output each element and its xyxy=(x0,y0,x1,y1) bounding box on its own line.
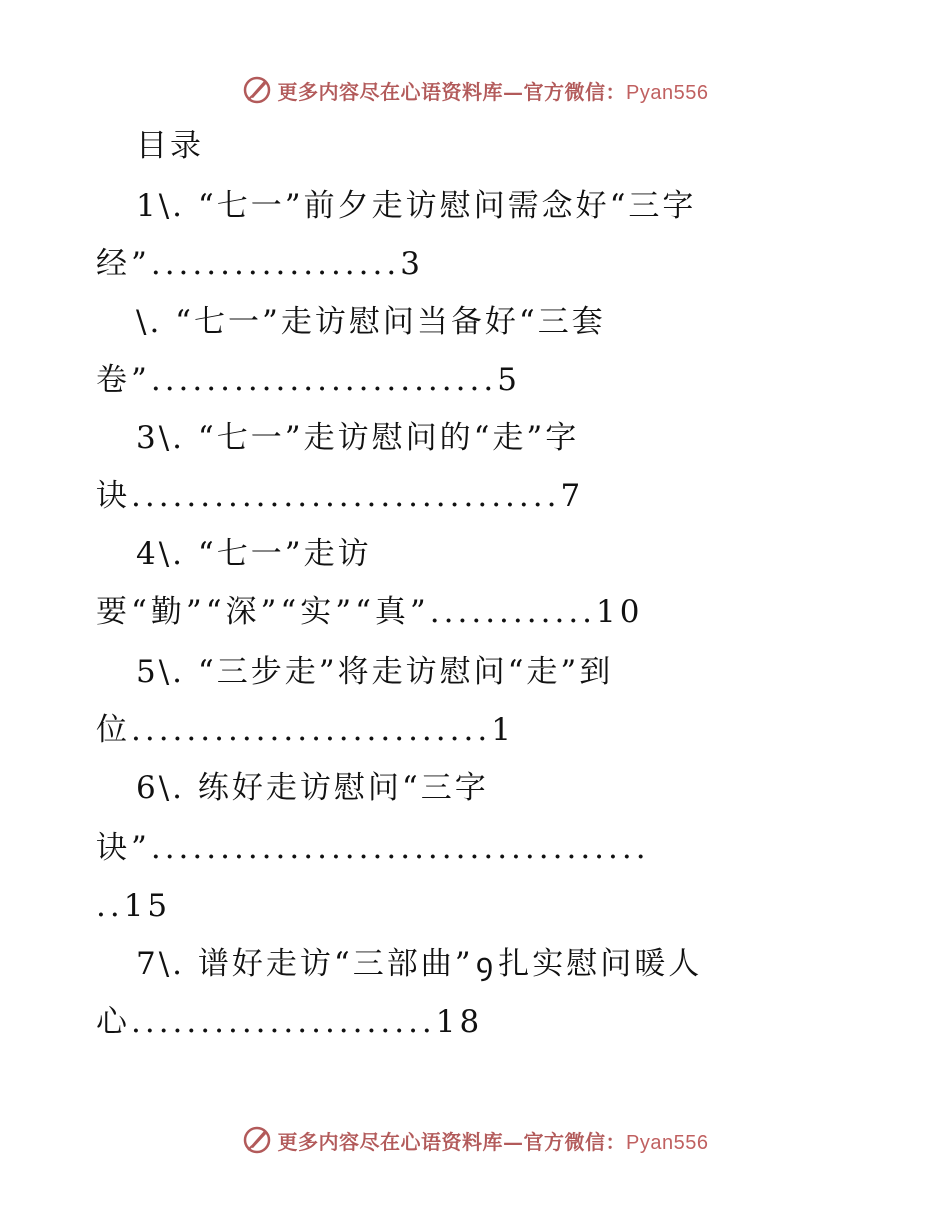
banner-text: 更多内容尽在心语资料库—官方微信：Pyan556 xyxy=(277,1129,709,1154)
toc-entry-1-line-1: 1\. “七一”前夕走访慰问需念好“三字 xyxy=(136,188,697,224)
toc-entry-1-line-2: 经”..................3 xyxy=(96,246,424,282)
toc-entry-7-text-b: 扎实慰问暖人 xyxy=(498,946,703,982)
toc-entry-4-line-1: 4\. “七一”走访 xyxy=(136,536,372,572)
banner-text: 更多内容尽在心语资料库—官方微信：Pyan556 xyxy=(277,79,709,104)
toc-entry-7-line-1 xyxy=(136,944,702,985)
wechat-handle: Pyan556 xyxy=(626,81,709,104)
toc-entry-3-line-2: 诀...............................7 xyxy=(96,478,585,514)
toc-entry-4-line-2: 要“勤”“深”“实”“真”............10 xyxy=(96,594,644,630)
wechat-handle: Pyan556 xyxy=(626,1131,709,1154)
flourish-icon: ꝯ xyxy=(475,947,497,982)
toc-entry-2-line-2: 卷”.........................5 xyxy=(96,362,521,398)
footer-banner xyxy=(0,1120,950,1160)
toc-entry-6-line-1: 6\. 练好走访慰问“三字 xyxy=(136,770,489,806)
quill-pen-logo-icon xyxy=(242,1125,272,1155)
toc-entry-6-line-3: ..15 xyxy=(96,888,172,924)
toc-entry-2-line-1: \. “七一”走访慰问当备好“三套 xyxy=(136,304,606,340)
toc-entry-3-line-1: 3\. “七一”走访慰问的“走”字 xyxy=(136,420,580,456)
toc-entry-5-line-1: 5\. “三步走”将走访慰问“走”到 xyxy=(136,654,614,690)
toc-entry-5-line-2: 位..........................1 xyxy=(96,712,515,748)
toc-entry-7-text-a: 7\. 谱好走访“三部曲” xyxy=(136,946,474,982)
toc-title: 目录 xyxy=(136,128,204,164)
toc-entry-6-line-2: 诀”.................................... xyxy=(96,830,650,866)
toc-entry-7-line-2: 心......................18 xyxy=(96,1004,484,1040)
